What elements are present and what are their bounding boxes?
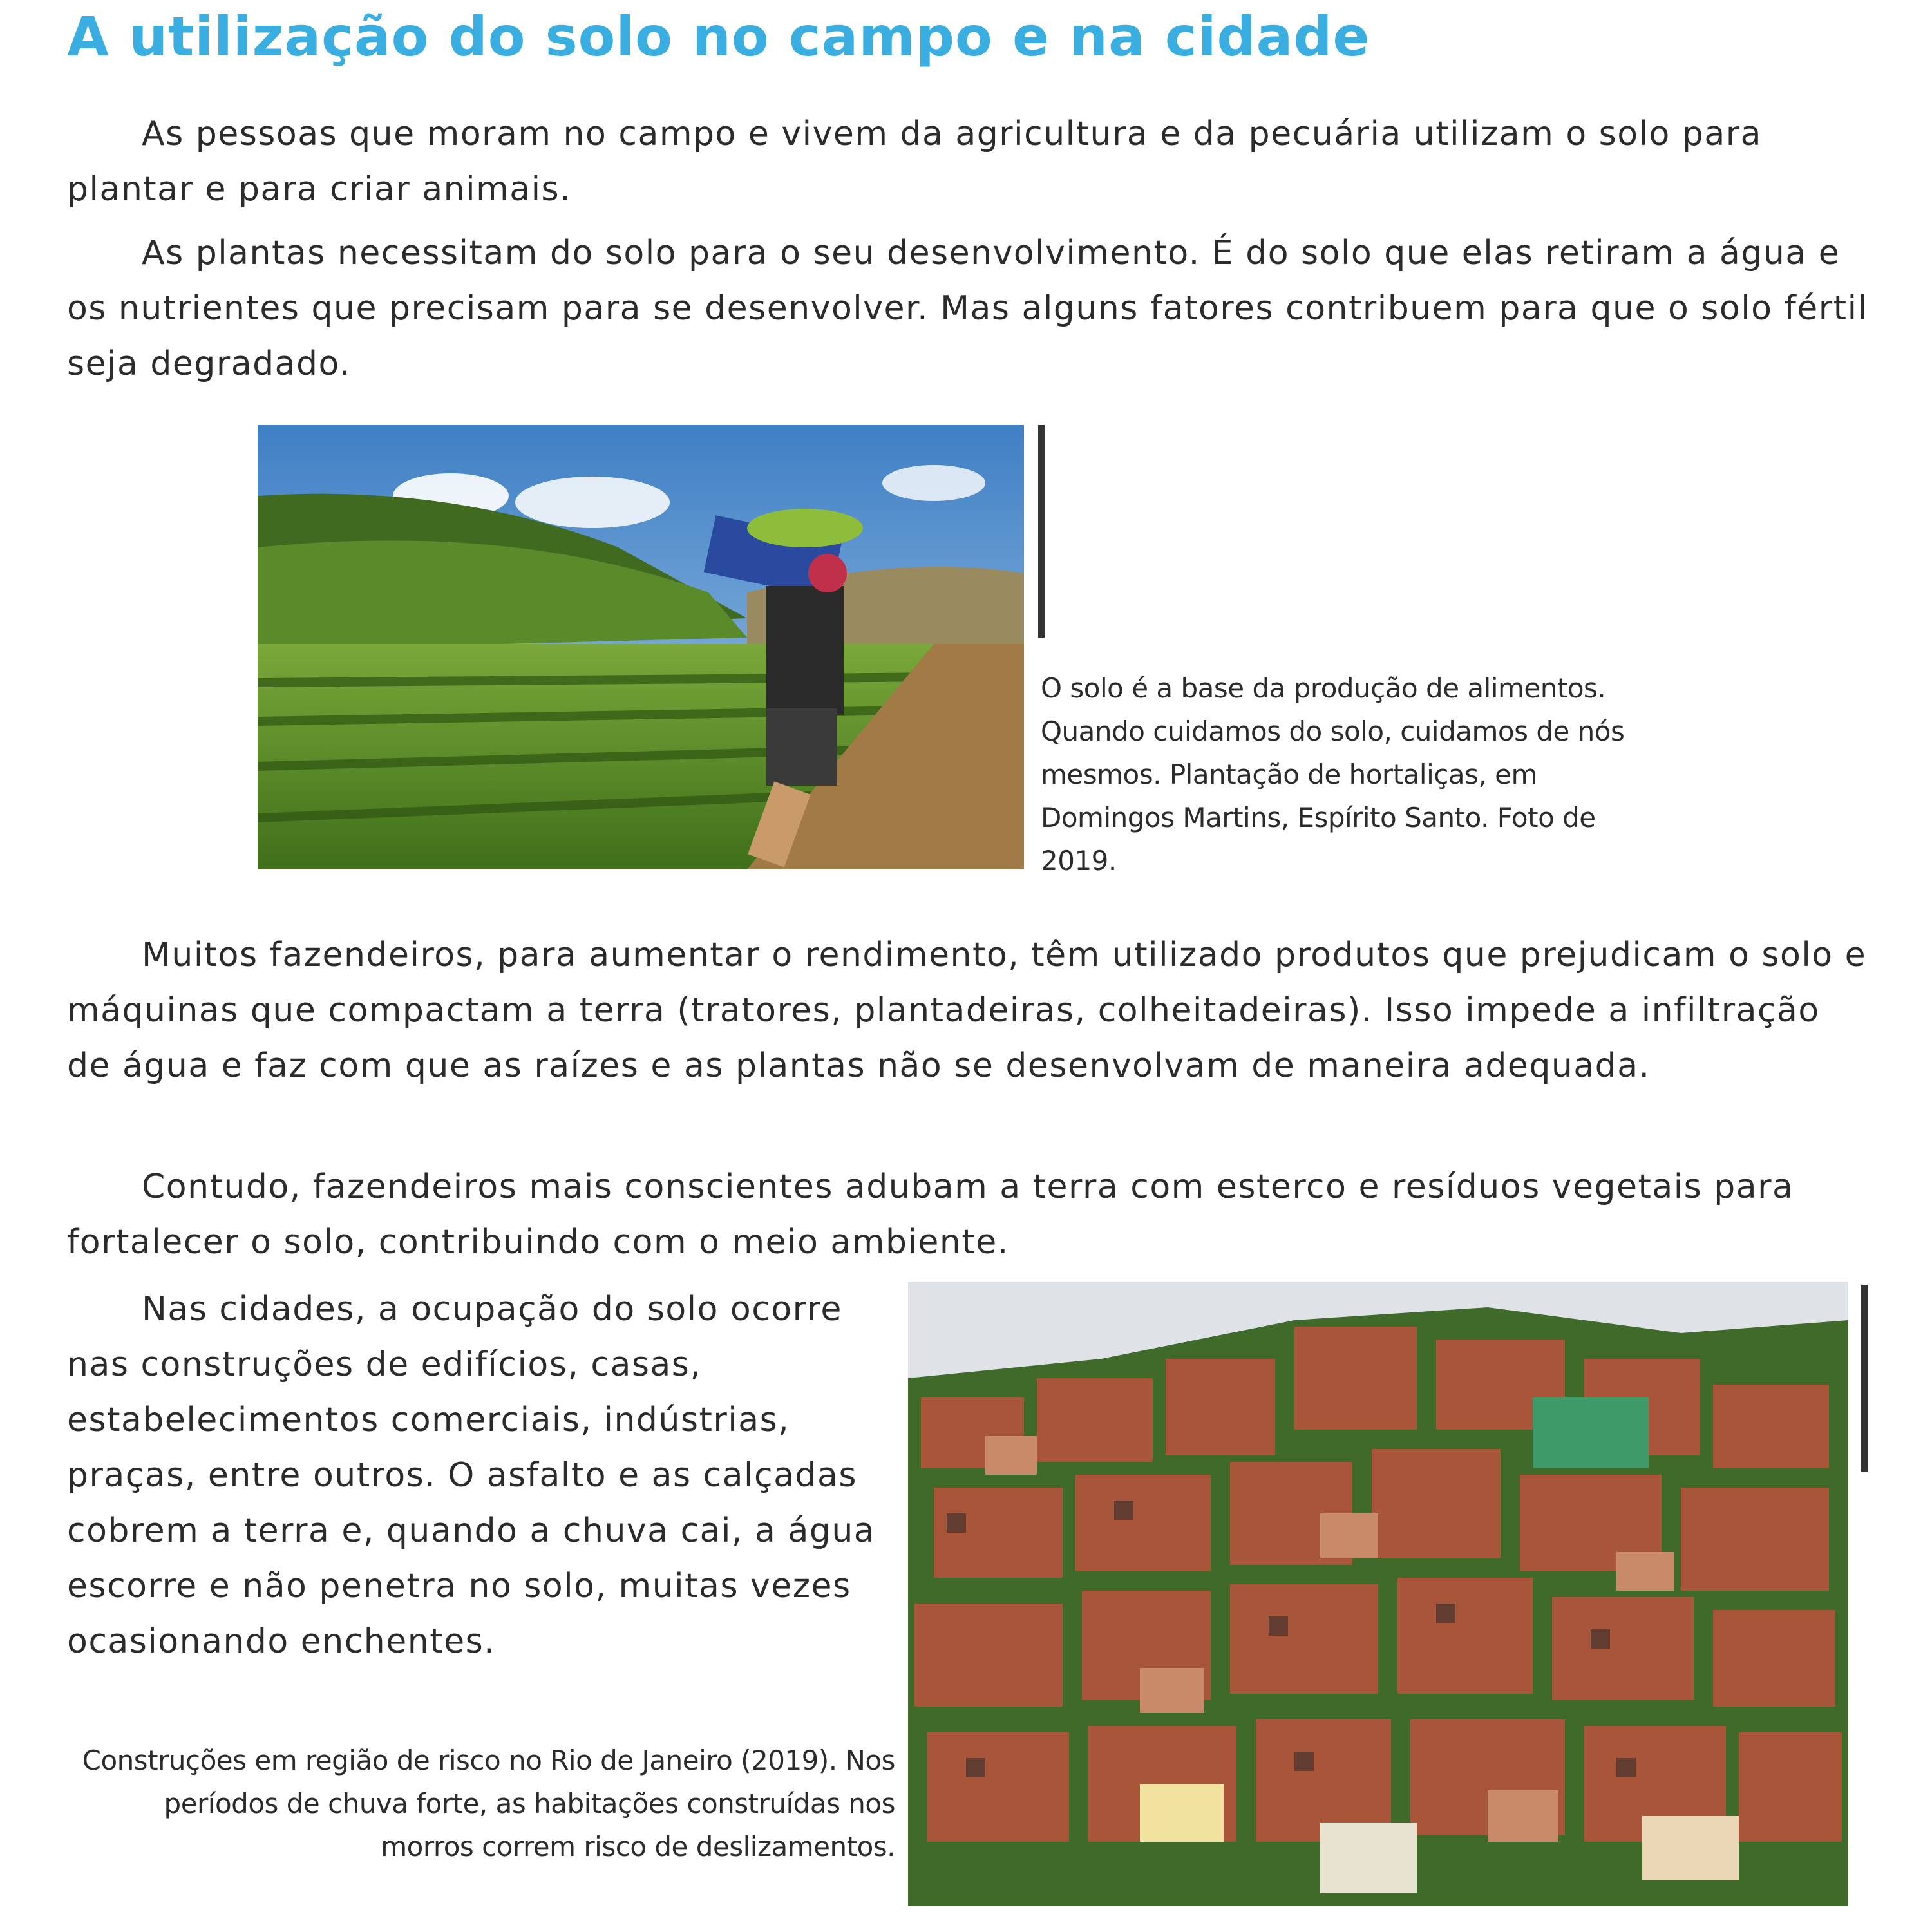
photo-credit-vertical [1038,425,1045,638]
paragraph-campo-intro: As pessoas que moram no campo e vivem da agricultura e da pecuária utilizam o solo para plantar e para criar animais. [67,115,1762,209]
city-photo-caption: Construções em região de risco no Rio de Janeiro (2019). Nos períodos de chuva forte, as habitações construídas nos morros correm risco de deslizamentos. [82,1745,895,1862]
paragraph-plantas: As plantas necessitam do solo para o seu desenvolvimento. É do solo que elas retiram a água e os nutrientes que precisam para se desenvolver. Mas alguns fatores contribuem para que o solo fértil seja degradado. [67,234,1868,383]
city-photo [908,1282,1848,1906]
farm-photo [258,425,1024,869]
paragraph-fazendeiros: Muitos fazendeiros, para aumentar o rendimento, têm utilizado produtos que prejudicam o solo e máquinas que compactam a terra (tratores, plantadeiras, colheitadeiras). Isso impede a infiltração de água e faz com que as raízes e as plantas não se desenvolvam de maneira adequada. [67,936,1867,1085]
farm-photo-caption: O solo é a base da produção de alimentos. Quando cuidamos do solo, cuidamos de nós mesmos. Plantação de hortaliças, em Domingos Martins, Espírito Santo. Foto de 2019. [1041,672,1625,876]
photo-credit-vertical-2 [1861,1285,1868,1472]
paragraph-cidades: Nas cidades, a ocupação do solo ocorre nas construções de edifícios, casas, estabelecimentos comerciais, indústrias, praças, entre outros. O asfalto e as calçadas cobrem a terra e, quando a chuva cai, a água escorre e não penetra no solo, muitas vezes ocasionando enchentes. [67,1290,876,1661]
paragraph-conscientes: Contudo, fazendeiros mais conscientes adubam a terra com esterco e resíduos vegetais para fortalecer o solo, contribuindo com o meio ambiente. [67,1168,1794,1262]
page-title: A utilização do solo no campo e na cidade [67,5,1370,68]
